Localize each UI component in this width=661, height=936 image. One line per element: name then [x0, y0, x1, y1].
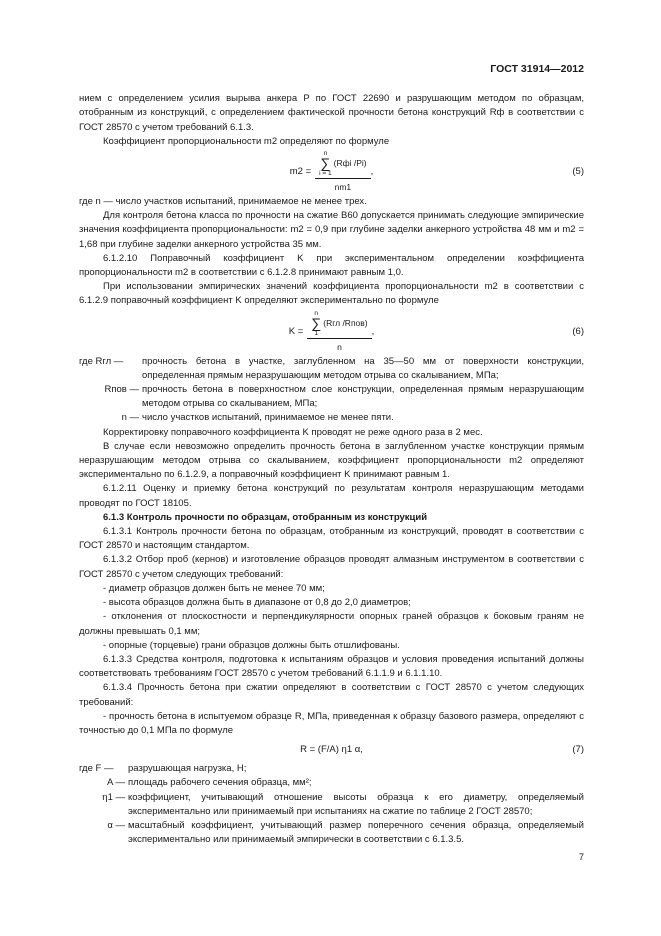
formula-expression: R = (F/A) η1 α,	[300, 744, 363, 756]
definition-text: прочность бетона в участке, заглубленном на 35—50 мм от поверхности конструкции, определенная прямым неразрушающим методом отрыва со скалыванием, МПа;	[142, 355, 584, 381]
definition-item	[79, 762, 584, 776]
formula-number: (5)	[572, 165, 584, 177]
sigma-icon: ∑	[320, 154, 331, 171]
fraction-numerator	[307, 310, 371, 339]
sum-upper-limit: n	[314, 309, 319, 317]
definition-text: разрушающая нагрузка, Н;	[128, 763, 247, 775]
definition-item	[79, 383, 584, 411]
fraction	[307, 310, 371, 354]
formula-tail: ,	[370, 165, 374, 177]
section-heading: 6.1.3 Контроль прочности по образцам, отобранным из конструкций	[103, 511, 428, 523]
formula-number: (7)	[572, 744, 584, 756]
list-item: - опорные (торцевые) грани образцов должны быть отшлифованы.	[103, 639, 400, 651]
formula-5	[79, 149, 584, 192]
paragraph: 6.1.2.11 Оценку и приемку бетона конструкций по результатам контроля неразрушающим методами проводят по ГОСТ 18105.	[79, 483, 584, 509]
sigma-icon: ∑	[311, 314, 322, 331]
formula-6	[79, 309, 584, 352]
paragraph: В случае если невозможно определить прочность бетона в заглубленном участке конструкции прямым неразрушающим методом отрыва со скалыванием, коэффициент пропорциональности m2 определяют экспериментально по 6.1.2.9, а поправочный коэффициент K принимают равным 1.	[79, 440, 584, 481]
definition-term: A —	[107, 777, 125, 789]
sum-lower-limit: i = 1	[319, 169, 332, 177]
list-item: - диаметр образцов должен быть не менее 70 мм;	[103, 582, 325, 594]
list-item: - отклонения от плоскостности и перпендикулярности опорных граней образцов к боковым граням не должны превышать 0,1 мм;	[79, 611, 584, 637]
formula-7	[79, 741, 584, 759]
sum-symbol	[319, 150, 331, 177]
definition-term: где Rгл —	[79, 355, 124, 367]
paragraph: Корректировку поправочного коэффициента K проводят не реже одного раза в 2 мес.	[103, 426, 483, 438]
fraction-denominator: n	[337, 341, 342, 352]
fraction-numerator	[315, 150, 370, 179]
formula-lhs: K =	[288, 325, 304, 337]
definition-term: α —	[107, 819, 125, 831]
definition-text: масштабный коэффициент, учитывающий размер поперечного сечения образца, определяемый экспериментально или принимаемый эмпирически в соответствии с 6.1.3.5.	[128, 819, 584, 846]
paragraph: 6.1.3.1 Контроль прочности бетона по образцам, отобранным из конструкций, проводят в соответствии с ГОСТ 28570 и настоящим стандартом.	[79, 526, 584, 552]
formula-lhs: m2 =	[289, 165, 312, 177]
definition-text: коэффициент, учитывающий отношение высоты образца к его диаметру, определяемый экспериментально или принимаемый при испытаниях на сжатие по таблице 2 ГОСТ 28570;	[128, 791, 584, 817]
formula-number: (6)	[572, 325, 584, 337]
definition-item	[79, 411, 584, 425]
numerator-expression: (Rгл /Rпов)	[323, 317, 368, 328]
definition-term: η1 —	[102, 791, 125, 803]
definition-term: Rпов —	[104, 384, 139, 396]
definition-item	[79, 355, 584, 383]
definition-item	[79, 776, 584, 790]
list-item: - высота образцов должна быть в диапазоне от 0,8 до 2,0 диаметров;	[103, 597, 411, 609]
definition-item	[79, 819, 584, 847]
definition-term: n —	[121, 412, 139, 424]
sum-upper-limit: n	[323, 149, 328, 157]
paragraph: 6.1.2.10 Поправочный коэффициент K при экспериментальном определении коэффициента пропорциональности m2 в соответствии с 6.1.2.8 принимают равным 1,0.	[79, 252, 584, 279]
sum-symbol	[311, 310, 321, 337]
definition-term: где F —	[79, 763, 114, 775]
paragraph: нием с определением усилия вырыва анкера P по ГОСТ 22690 и разрушающим методом по образцам, отобранным из конструкций, с определением фактической прочности бетона конструкций Rф в соответствии с ГОСТ 28570 с учетом требований 6.1.3.	[79, 93, 584, 133]
list-item: - прочность бетона в испытуемом образце R, МПа, приведенная к образцу базового размера, определяют с точностью до 0,1 МПа по формуле	[79, 710, 584, 736]
paragraph: 6.1.3.2 Отбор проб (кернов) и изготовление образцов проводят алмазным инструментом в соответствии с ГОСТ 28570 с учетом следующих требований:	[79, 554, 584, 580]
sum-lower-limit: 1	[314, 329, 319, 337]
paragraph: Коэффициент пропорциональности m2 определяют по формуле	[103, 135, 390, 147]
definition-text: число участков испытаний, принимаемое не менее пяти.	[142, 412, 394, 424]
definition-text: прочность бетона в поверхностном слое конструкции, определенная прямым неразрушающим методом отрыва со скалыванием, МПа;	[142, 384, 584, 410]
definition-item	[79, 791, 584, 819]
fraction-denominator: nm1	[334, 181, 352, 192]
definition-text: площадь рабочего сечения образца, мм²;	[128, 777, 312, 789]
page-number: 7	[578, 852, 584, 863]
standard-id: ГОСТ 31914—2012	[490, 63, 584, 75]
paragraph: При использовании эмпирических значений коэффициента пропорциональности m2 в соответствии с 6.1.2.9 поправочный коэффициент K определяют экспериментально по формуле	[79, 281, 584, 307]
paragraph: 6.1.3.3 Средства контроля, подготовка к испытаниям образцов и условия проведения испытаний должны соответствовать требованиям ГОСТ 28570 с учетом требований 6.1.1.9 и 6.1.1.10.	[79, 653, 584, 680]
paragraph: Для контроля бетона класса по прочности на сжатие B60 допускается принимать следующие эмпирические значения коэффициента пропорциональности: m2 = 0,9 при глубине заделки анкерного устройства 48 мм и m2 = 1,68 при глубине заделки анкерного устройства 35 мм.	[79, 210, 584, 250]
numerator-expression: (Rфi /Pi)	[333, 158, 367, 169]
formula-tail: ,	[371, 325, 375, 337]
paragraph: 6.1.3.4 Прочность бетона при сжатии определяют в соответствии с ГОСТ 28570 с учетом следующих требований:	[79, 682, 584, 708]
fraction	[315, 150, 370, 194]
paragraph: где n — число участков испытаний, принимаемое не менее трех.	[79, 196, 367, 208]
